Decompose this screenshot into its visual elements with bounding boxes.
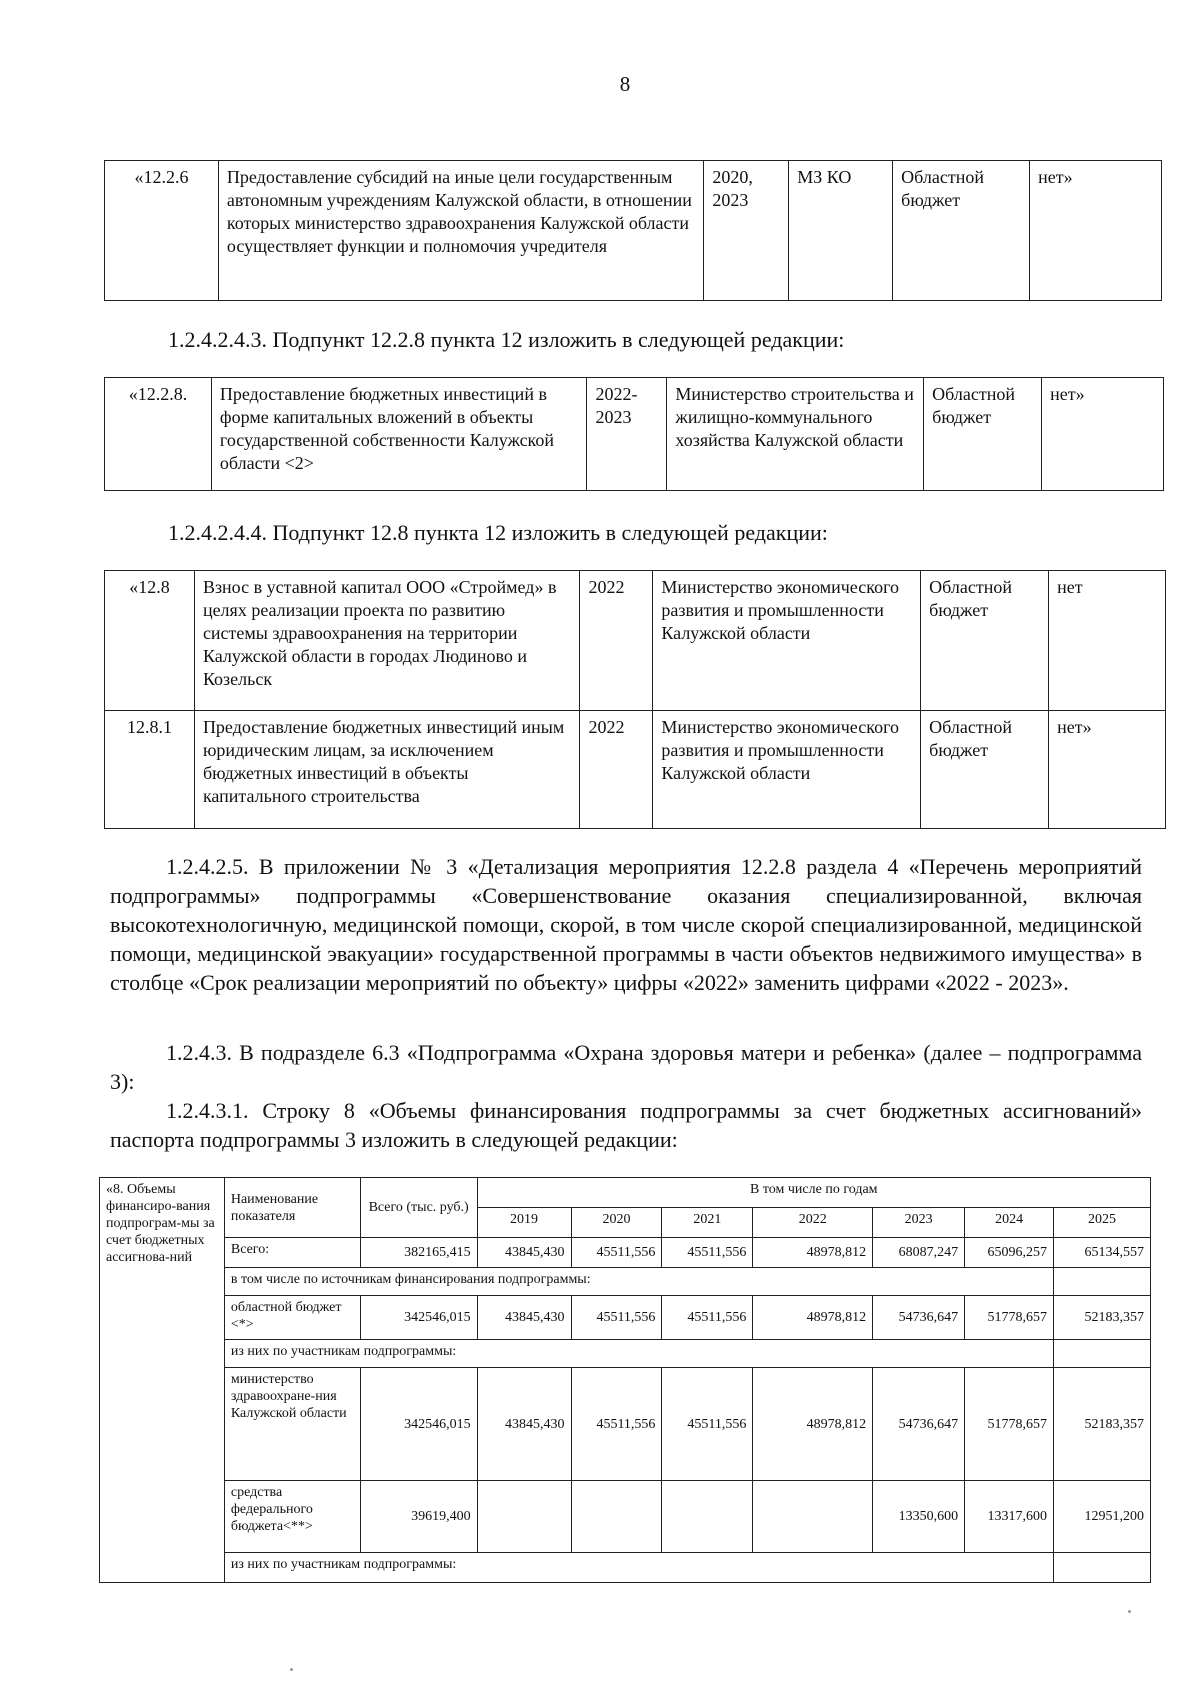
row-total: 342546,015 xyxy=(360,1296,477,1340)
paragraph-1-2-4-3: 1.2.4.3. В подразделе 6.3 «Подпрограмма «Охрана здоровья матери и ребенка» (далее – подпрограмма 3): xyxy=(110,1040,1142,1094)
participants-caption: из них по участникам подпрограммы: xyxy=(224,1553,1053,1583)
cell-value: 45511,556 xyxy=(571,1368,662,1481)
item-years: 2022-2023 xyxy=(587,378,667,491)
table-header-row xyxy=(100,1178,1151,1208)
year-header: 2019 xyxy=(477,1208,571,1238)
item-code: «12.2.6 xyxy=(105,161,219,301)
cell-value: 51778,657 xyxy=(965,1368,1054,1481)
year-header: 2023 xyxy=(873,1208,965,1238)
funding-label: «8. Объемы финансиро-вания подпрограм-мы за счет бюджетных ассигнова-ний xyxy=(100,1178,225,1583)
scan-speck xyxy=(290,1668,293,1671)
table-12-2-6 xyxy=(104,160,1162,301)
item-flag: нет» xyxy=(1042,378,1164,491)
cell-value: 48978,812 xyxy=(753,1238,873,1268)
table-row-caption xyxy=(100,1553,1151,1583)
table-row-regional xyxy=(100,1296,1151,1340)
row-label: министерство здравоохране-ния Калужской области xyxy=(224,1368,360,1481)
cell-value: 13317,600 xyxy=(965,1481,1054,1553)
item-executor: МЗ КО xyxy=(789,161,893,301)
item-executor: Министерство экономического развития и промышленности Калужской области xyxy=(653,711,921,829)
item-years: 2022 xyxy=(580,571,653,711)
cell-value: 45511,556 xyxy=(662,1296,753,1340)
table-row-total xyxy=(100,1238,1151,1268)
item-name: Предоставление субсидий на иные цели государственным автономным учреждениям Калужской области, в отношении которых министерство здравоохранения Калужской области осуществляет функции и полномочия учредителя xyxy=(218,161,703,301)
item-flag: нет» xyxy=(1049,711,1166,829)
cell-value xyxy=(662,1481,753,1553)
item-code: 12.8.1 xyxy=(105,711,195,829)
table-12-8 xyxy=(104,570,1166,829)
cell-value: 68087,247 xyxy=(873,1238,965,1268)
paragraph-1-2-4-2-5: 1.2.4.2.5. В приложении № 3 «Детализация мероприятия 12.2.8 раздела 4 «Перечень мероприятий подпрограммы» подпрограммы «Совершенствование оказания специализированной, включая высокотехнологичную, медицинской помощи, скорой, в том числе скорой специализированной, медицинской помощи, медицинской эвакуации» государственной программы в части объектов недвижимого имущества» в столбце «Срок реализации мероприятий по объекту» цифры «2022» заменить цифрами «2022 - 2023». xyxy=(110,854,1142,995)
year-header: 2025 xyxy=(1054,1208,1151,1238)
empty-cell xyxy=(1054,1553,1151,1583)
item-source: Областной бюджет xyxy=(893,161,1030,301)
table-row xyxy=(105,711,1166,829)
item-name: Взнос в уставной капитал ООО «Строймед» в целях реализации проекта по развитию системы здравоохранения на территории Калужской области в городах Людиново и Козельск xyxy=(194,571,580,711)
page-number: 8 xyxy=(619,72,631,96)
item-source: Областной бюджет xyxy=(921,711,1049,829)
item-source: Областной бюджет xyxy=(924,378,1042,491)
year-header: 2024 xyxy=(965,1208,1054,1238)
empty-cell xyxy=(1054,1268,1151,1296)
item-source: Областной бюджет xyxy=(921,571,1049,711)
table-12-2-8 xyxy=(104,377,1164,491)
cell-value: 65096,257 xyxy=(965,1238,1054,1268)
row-label: Всего: xyxy=(224,1238,360,1268)
item-flag: нет» xyxy=(1030,161,1162,301)
item-code: «12.8 xyxy=(105,571,195,711)
years-header: В том числе по годам xyxy=(477,1178,1150,1208)
table-row-federal xyxy=(100,1481,1151,1553)
cell-value: 52183,357 xyxy=(1054,1296,1151,1340)
row-label: средства федерального бюджета<**> xyxy=(224,1481,360,1553)
cell-value: 13350,600 xyxy=(873,1481,965,1553)
item-flag: нет xyxy=(1049,571,1166,711)
item-name: Предоставление бюджетных инвестиций в форме капитальных вложений в объекты государственной собственности Калужской области <2> xyxy=(211,378,587,491)
row-total: 39619,400 xyxy=(360,1481,477,1553)
item-executor: Министерство строительства и жилищно-коммунального хозяйства Калужской области xyxy=(667,378,924,491)
table-row-caption xyxy=(100,1268,1151,1296)
cell-value xyxy=(753,1481,873,1553)
cell-value xyxy=(571,1481,662,1553)
table-row-ministry xyxy=(100,1368,1151,1481)
cell-value: 12951,200 xyxy=(1054,1481,1151,1553)
cell-value: 48978,812 xyxy=(753,1368,873,1481)
table-row xyxy=(105,571,1166,711)
cell-value: 43845,430 xyxy=(477,1368,571,1481)
participants-caption: из них по участникам подпрограммы: xyxy=(224,1340,1053,1368)
cell-value: 45511,556 xyxy=(662,1238,753,1268)
paragraph-1-2-4-3-1: 1.2.4.3.1. Строку 8 «Объемы финансирования подпрограммы за счет бюджетных ассигнований» паспорта подпрограммы 3 изложить в следующей редакции: xyxy=(110,1098,1142,1152)
table-row xyxy=(105,161,1162,301)
row-total: 382165,415 xyxy=(360,1238,477,1268)
row-total: 342546,015 xyxy=(360,1368,477,1481)
cell-value: 54736,647 xyxy=(873,1368,965,1481)
year-header: 2021 xyxy=(662,1208,753,1238)
heading-12-2-8: 1.2.4.2.4.3. Подпункт 12.2.8 пункта 12 изложить в следующей редакции: xyxy=(168,327,845,352)
cell-value: 45511,556 xyxy=(571,1296,662,1340)
item-years: 2020, 2023 xyxy=(704,161,789,301)
column-total-header: Всего (тыс. руб.) xyxy=(360,1178,477,1238)
cell-value: 43845,430 xyxy=(477,1238,571,1268)
item-years: 2022 xyxy=(580,711,653,829)
year-header: 2020 xyxy=(571,1208,662,1238)
heading-12-8: 1.2.4.2.4.4. Подпункт 12.8 пункта 12 изложить в следующей редакции: xyxy=(168,520,828,545)
cell-value: 43845,430 xyxy=(477,1296,571,1340)
cell-value: 52183,357 xyxy=(1054,1368,1151,1481)
year-header: 2022 xyxy=(753,1208,873,1238)
cell-value: 65134,557 xyxy=(1054,1238,1151,1268)
empty-cell xyxy=(1054,1340,1151,1368)
row-label: областной бюджет <*> xyxy=(224,1296,360,1340)
item-code: «12.2.8. xyxy=(105,378,212,491)
column-name-header: Наименование показателя xyxy=(224,1178,360,1238)
table-row-caption xyxy=(100,1340,1151,1368)
cell-value xyxy=(477,1481,571,1553)
sources-caption: в том числе по источникам финансирования подпрограммы: xyxy=(224,1268,1053,1296)
scan-speck xyxy=(1128,1610,1131,1613)
cell-value: 45511,556 xyxy=(662,1368,753,1481)
table-funding-volumes xyxy=(99,1177,1151,1583)
table-row xyxy=(105,378,1164,491)
cell-value: 45511,556 xyxy=(571,1238,662,1268)
cell-value: 51778,657 xyxy=(965,1296,1054,1340)
cell-value: 48978,812 xyxy=(753,1296,873,1340)
cell-value: 54736,647 xyxy=(873,1296,965,1340)
item-executor: Министерство экономического развития и промышленности Калужской области xyxy=(653,571,921,711)
item-name: Предоставление бюджетных инвестиций иным юридическим лицам, за исключением бюджетных инвестиций в объекты капитального строительства xyxy=(194,711,580,829)
